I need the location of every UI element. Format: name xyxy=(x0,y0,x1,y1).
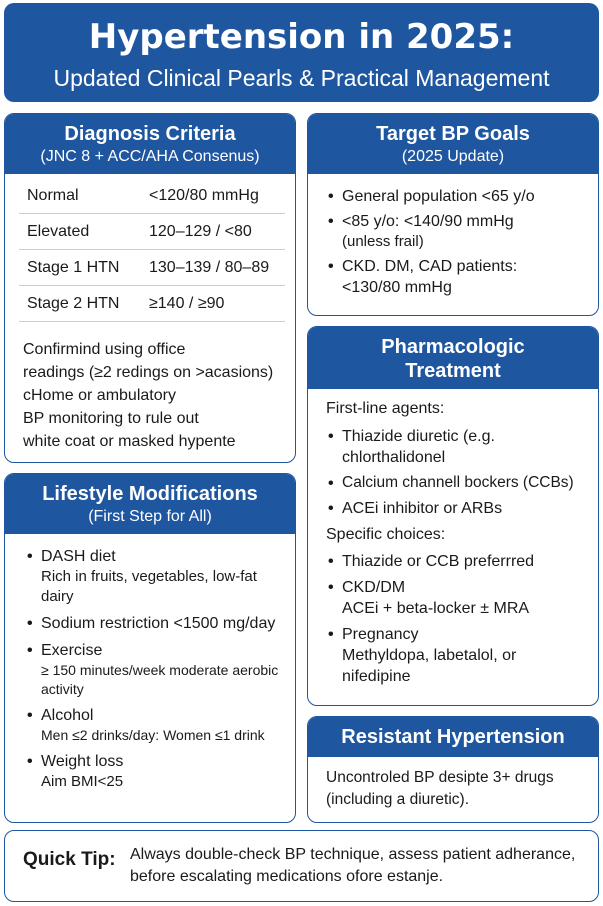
item-detail: Rich in fruits, vegetables, low-fat dairy xyxy=(41,568,257,605)
list-item xyxy=(25,640,291,699)
criteria-label: Normal xyxy=(27,187,79,204)
lifestyle-card xyxy=(4,473,296,823)
specific-heading: Specific choices: xyxy=(326,526,446,543)
specific-list xyxy=(326,551,596,687)
criteria-value: 120–129 / <80 xyxy=(149,223,252,240)
item-label: • Thiazide diuretic (e.g. xyxy=(342,428,495,445)
criteria-value: <120/80 mmHg xyxy=(149,187,259,204)
targets-list xyxy=(326,186,594,298)
list-item xyxy=(326,624,596,687)
pharm-title-line2: Treatment xyxy=(405,360,501,382)
page-subtitle: Updated Clinical Pearls & Practical Management xyxy=(53,65,550,91)
lifestyle-subtitle: (First Step for All) xyxy=(88,508,212,525)
criteria-row-elevated xyxy=(19,214,285,250)
lifestyle-card-header xyxy=(5,474,295,534)
list-item xyxy=(25,751,291,792)
note-line: BP monitoring to rule out xyxy=(23,410,199,427)
list-item xyxy=(326,577,596,619)
quick-tip-text: Always double-check BP technique, assess patient adherance, before escalating medications ofore estanje. xyxy=(130,846,576,885)
item-label: • Calcium channell bockers (CCBs) xyxy=(342,474,574,491)
item-label: • Thiazide or CCB preferrred xyxy=(342,553,535,570)
lifestyle-list xyxy=(25,546,291,792)
list-item xyxy=(326,426,596,468)
item-detail: Methyldopa, labetalol, or nifedipine xyxy=(342,647,517,685)
item-label: • Pregnancy xyxy=(342,626,419,643)
list-item xyxy=(326,498,596,519)
list-item xyxy=(326,211,594,252)
criteria-label: Stage 1 HTN xyxy=(27,259,120,276)
criteria-row-stage2 xyxy=(19,286,285,322)
pharm-title-line1: Pharmacologic xyxy=(381,336,525,358)
note-line: cHome or ambulatory xyxy=(23,387,176,404)
item-label: • General population <65 y/o xyxy=(342,188,535,205)
diagnosis-note xyxy=(23,338,291,453)
quick-tip xyxy=(4,830,599,902)
list-item xyxy=(25,613,291,634)
resistant-title: Resistant Hypertension xyxy=(341,726,565,748)
item-label: • Weight loss xyxy=(41,753,124,770)
note-line: white coat or masked hypente xyxy=(23,433,236,450)
item-label: • CKD. DM, CAD patients: xyxy=(342,258,518,275)
targets-card-header xyxy=(308,114,598,174)
criteria-value: 130–139 / 80–89 xyxy=(149,259,270,276)
diagnosis-card xyxy=(4,113,296,463)
item-detail: Aim BMI<25 xyxy=(41,773,124,790)
item-label: • Sodium restriction <1500 mg/day xyxy=(41,615,276,632)
criteria-row-normal xyxy=(19,178,285,214)
diagnosis-title: Diagnosis Criteria xyxy=(64,123,236,145)
note-line: Confirmind using office xyxy=(23,341,186,358)
item-detail: ≥ 150 minutes/week moderate aerobic activity xyxy=(41,662,279,697)
item-label: • Exercise xyxy=(41,642,103,659)
item-detail: ACEi + beta-locker ± MRA xyxy=(342,600,530,617)
criteria-label: Stage 2 HTN xyxy=(27,295,120,312)
pharm-card-header xyxy=(308,327,598,389)
pharm-card xyxy=(307,326,599,706)
list-item xyxy=(326,551,596,572)
resistant-body: Uncontroled BP desipte 3+ drugs (including a diuretic). xyxy=(326,769,554,808)
page-title: Hypertension in 2025: xyxy=(88,17,515,57)
lifestyle-title: Lifestyle Modifications xyxy=(42,483,258,505)
criteria-row-stage1 xyxy=(19,250,285,286)
list-item xyxy=(326,186,594,207)
item-detail: chlorthalidonel xyxy=(342,449,446,466)
resistant-card-header xyxy=(308,717,598,757)
criteria-value: ≥140 / ≥90 xyxy=(149,295,225,312)
targets-card xyxy=(307,113,599,316)
targets-title: Target BP Goals xyxy=(376,123,530,145)
list-item xyxy=(326,256,594,298)
item-detail: <130/80 mmHg xyxy=(342,279,452,296)
item-label: • Alcohol xyxy=(41,707,94,724)
diagnosis-subtitle: (JNC 8 + ACC/AHA Consenus) xyxy=(40,148,260,165)
list-item xyxy=(25,705,291,745)
item-label: • ACEi inhibitor or ARBs xyxy=(342,500,503,517)
list-item xyxy=(326,473,596,493)
quick-tip-label: Quick Tip: xyxy=(23,849,116,870)
first-line-heading: First-line agents: xyxy=(326,400,445,417)
item-detail: (unless frail) xyxy=(342,233,424,250)
first-line-list xyxy=(326,426,596,519)
item-label: • DASH diet xyxy=(41,548,116,565)
diagnosis-card-header xyxy=(5,114,295,174)
item-label: • CKD/DM xyxy=(342,579,406,596)
targets-subtitle: (2025 Update) xyxy=(401,148,505,165)
item-detail: Men ≤2 drinks/day: Women ≤1 drink xyxy=(41,727,265,743)
page-header xyxy=(4,3,599,102)
item-label: • <85 y/o: <140/90 mmHg xyxy=(342,213,514,230)
note-line: readings (≥2 redings on >acasions) xyxy=(23,364,274,381)
list-item xyxy=(25,546,291,607)
criteria-label: Elevated xyxy=(27,223,90,240)
resistant-card xyxy=(307,716,599,823)
